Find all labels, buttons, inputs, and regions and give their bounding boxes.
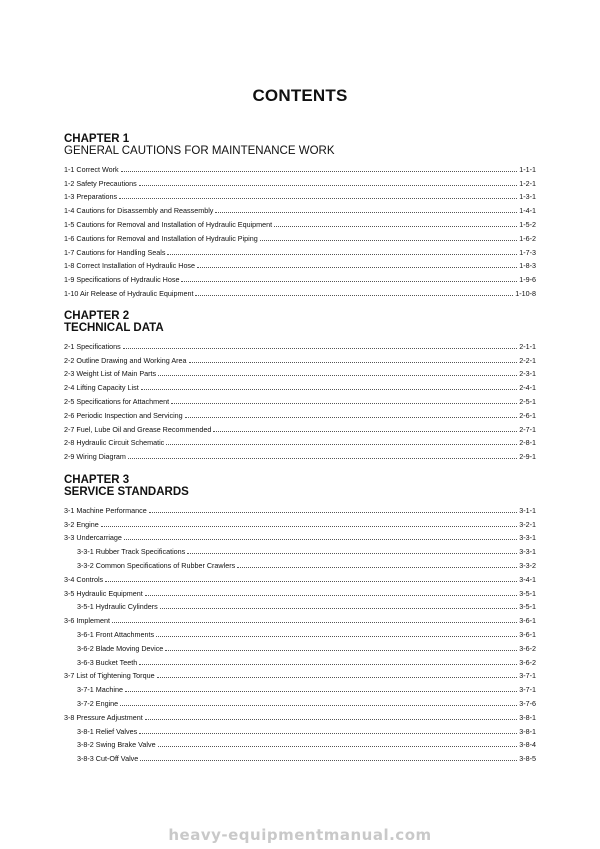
dot-leader [166,443,517,445]
entry-label: 3-6-3 Bucket Teeth [77,657,138,667]
entry-label: 2-7 Fuel, Lube Oil and Grease Recommended [64,424,212,434]
dot-leader [189,361,518,363]
entry-page: 1-6-2 [519,233,536,243]
entry-label: 1-8 Correct Installation of Hydraulic Hose [64,261,196,271]
dot-leader [187,552,517,554]
entry-label: 3-7-1 Machine [77,685,123,695]
watermark-footer: heavy-equipmentmanual.com [168,826,432,844]
toc-entry[interactable] [64,392,536,406]
entry-page: 2-3-1 [519,369,536,379]
toc-entry[interactable] [64,160,536,174]
dot-leader [197,266,517,268]
entry-page: 3-8-5 [519,754,536,764]
toc-entry[interactable] [64,229,536,243]
toc-entry[interactable] [64,270,536,284]
dot-leader [237,566,517,568]
entry-label: 3-7 List of Tightening Torque [64,671,155,681]
entry-label: 3-5 Hydraulic Equipment [64,588,143,598]
dot-leader [156,635,517,637]
toc-entry[interactable] [64,667,536,681]
entry-page: 3-6-2 [519,657,536,667]
entry-page: 1-9-6 [519,275,536,285]
entry-page: 2-8-1 [519,438,536,448]
entry-page: 3-8-4 [519,740,536,750]
entry-page: 1-2-1 [519,178,536,188]
toc-entry[interactable] [64,365,536,379]
toc-subentry[interactable] [64,722,536,736]
dot-leader [213,430,517,432]
toc-entry[interactable] [64,447,536,461]
entry-page: 1-4-1 [519,206,536,216]
dot-leader [124,538,517,540]
entry-label: 3-6 Implement [64,616,110,626]
entry-label: 3-8-1 Relief Valves [77,726,138,736]
dot-leader [120,704,517,706]
entry-page: 3-7-6 [519,698,536,708]
entry-page: 1-1-1 [519,164,536,174]
toc-entry[interactable] [64,351,536,365]
entry-page: 1-7-3 [519,247,536,257]
chapter-title: TECHNICAL DATA [64,322,164,334]
toc-entry[interactable] [64,378,536,392]
entry-page: 3-6-1 [519,616,536,626]
toc-entry[interactable] [64,284,536,298]
dot-leader [105,580,517,582]
toc-subentry[interactable] [64,639,536,653]
entry-page: 3-7-1 [519,671,536,681]
dot-leader [157,676,518,678]
entry-page: 3-8-1 [519,726,536,736]
dot-leader [128,457,517,459]
entry-page: 2-9-1 [519,452,536,462]
toc-subentry[interactable] [64,680,536,694]
entry-label: 3-8 Pressure Adjustment [64,712,143,722]
entry-label: 2-4 Lifting Capacity List [64,383,139,393]
chapter-2-section [64,310,536,461]
entry-label: 1-5 Cautions for Removal and Installation of Hydraulic Equipment [64,219,273,229]
toc-subentry[interactable] [64,736,536,750]
chapter-number: CHAPTER 3 [64,474,130,486]
dot-leader [119,197,517,199]
toc-entry[interactable] [64,708,536,722]
entry-page: 3-8-1 [519,712,536,722]
entry-label: 2-9 Wiring Diagram [64,452,126,462]
toc-entry[interactable] [64,515,536,529]
chapter-title: GENERAL CAUTIONS FOR MAINTENANCE WORK [64,145,335,157]
dot-leader [139,184,518,186]
entry-page: 2-4-1 [519,383,536,393]
entry-label: 3-6-1 Front Attachments [77,629,155,639]
dot-leader [145,718,518,720]
entry-page: 1-10-8 [515,288,536,298]
entry-label: 1-7 Cautions for Handling Seals [64,247,166,257]
entry-page: 3-5-1 [519,602,536,612]
dot-leader [149,511,518,513]
dot-leader [165,649,517,651]
entry-label: 3-5-1 Hydraulic Cylinders [77,602,158,612]
toc-entry[interactable] [64,570,536,584]
entry-label: 1-1 Correct Work [64,164,119,174]
dot-leader [181,280,517,282]
chapter-1-section [64,133,536,298]
entry-page: 2-5-1 [519,396,536,406]
entry-page: 1-8-3 [519,261,536,271]
toc-subentry[interactable] [64,749,536,763]
entry-page: 3-3-2 [519,560,536,570]
entry-page: 2-1-1 [519,341,536,351]
entry-label: 2-3 Weight List of Main Parts [64,369,157,379]
toc-entry[interactable] [64,434,536,448]
dot-leader [171,402,517,404]
dot-leader [215,211,517,213]
entry-label: 3-7-2 Engine [77,698,119,708]
dot-leader [139,663,517,665]
toc-subentry[interactable] [64,598,536,612]
entry-label: 1-6 Cautions for Removal and Installation of Hydraulic Piping [64,233,258,243]
toc-entry[interactable] [64,337,536,351]
entry-label: 3-8-3 Cut-Off Valve [77,754,139,764]
dot-leader [123,347,517,349]
entry-label: 1-10 Air Release of Hydraulic Equipment [64,288,194,298]
entry-label: 3-1 Machine Performance [64,505,147,515]
toc-subentry[interactable] [64,625,536,639]
entry-label: 1-3 Preparations [64,192,118,202]
toc-entry[interactable] [64,420,536,434]
entry-label: 2-2 Outline Drawing and Working Area [64,355,187,365]
toc-entry[interactable] [64,584,536,598]
dot-leader [125,690,517,692]
toc-subentry[interactable] [64,542,536,556]
toc-entry[interactable] [64,529,536,543]
dot-leader [185,416,518,418]
entry-label: 3-3-1 Rubber Track Specifications [77,547,186,557]
entry-page: 3-3-1 [519,547,536,557]
entry-page: 3-2-1 [519,519,536,529]
toc-entry[interactable] [64,188,536,202]
dot-leader [160,607,518,609]
entry-label: 3-2 Engine [64,519,99,529]
entry-page: 3-7-1 [519,685,536,695]
toc-entry[interactable] [64,611,536,625]
toc-entry[interactable] [64,257,536,271]
entry-label: 1-9 Specifications of Hydraulic Hose [64,275,180,285]
entry-page: 2-7-1 [519,424,536,434]
dot-leader [140,759,517,761]
dot-leader [158,745,518,747]
dot-leader [112,621,517,623]
entry-page: 2-6-1 [519,410,536,420]
chapter-number: CHAPTER 1 [64,133,130,145]
entry-label: 2-6 Periodic Inspection and Servicing [64,410,183,420]
entry-label: 2-8 Hydraulic Circuit Schematic [64,438,165,448]
dot-leader [139,732,517,734]
entry-page: 3-1-1 [519,505,536,515]
dot-leader [274,225,517,227]
entry-label: 2-5 Specifications for Attachment [64,396,170,406]
entry-label: 1-4 Cautions for Disassembly and Reassembly [64,206,214,216]
toc-entry[interactable] [64,215,536,229]
entry-page: 3-6-1 [519,629,536,639]
toc-entry[interactable] [64,174,536,188]
entry-page: 2-2-1 [519,355,536,365]
toc-entry[interactable] [64,501,536,515]
dot-leader [101,525,517,527]
entry-page: 1-3-1 [519,192,536,202]
entry-page: 3-3-1 [519,533,536,543]
dot-leader [260,239,517,241]
chapter-title: SERVICE STANDARDS [64,486,189,498]
page-title: CONTENTS [252,86,348,105]
toc-entry[interactable] [64,201,536,215]
entry-label: 1-2 Safety Precautions [64,178,137,188]
entry-page: 3-4-1 [519,574,536,584]
chapter-number: CHAPTER 2 [64,310,130,322]
entry-label: 2-1 Specifications [64,341,121,351]
entry-page: 3-5-1 [519,588,536,598]
entry-page: 1-5-2 [519,219,536,229]
toc-entry[interactable] [64,406,536,420]
dot-leader [195,294,513,296]
toc-subentry[interactable] [64,653,536,667]
entry-page: 3-6-2 [519,643,536,653]
entry-label: 3-8-2 Swing Brake Valve [77,740,156,750]
dot-leader [158,374,517,376]
dot-leader [121,170,518,172]
dot-leader [145,594,518,596]
dot-leader [141,388,518,390]
entry-label: 3-3-2 Common Specifications of Rubber Crawlers [77,560,236,570]
entry-label: 3-6-2 Blade Moving Device [77,643,164,653]
toc-subentry[interactable] [64,556,536,570]
dot-leader [167,253,517,255]
chapter-3-section [64,474,536,763]
entry-label: 3-3 Undercarriage [64,533,122,543]
toc-subentry[interactable] [64,694,536,708]
entry-label: 3-4 Controls [64,574,104,584]
toc-entry[interactable] [64,243,536,257]
